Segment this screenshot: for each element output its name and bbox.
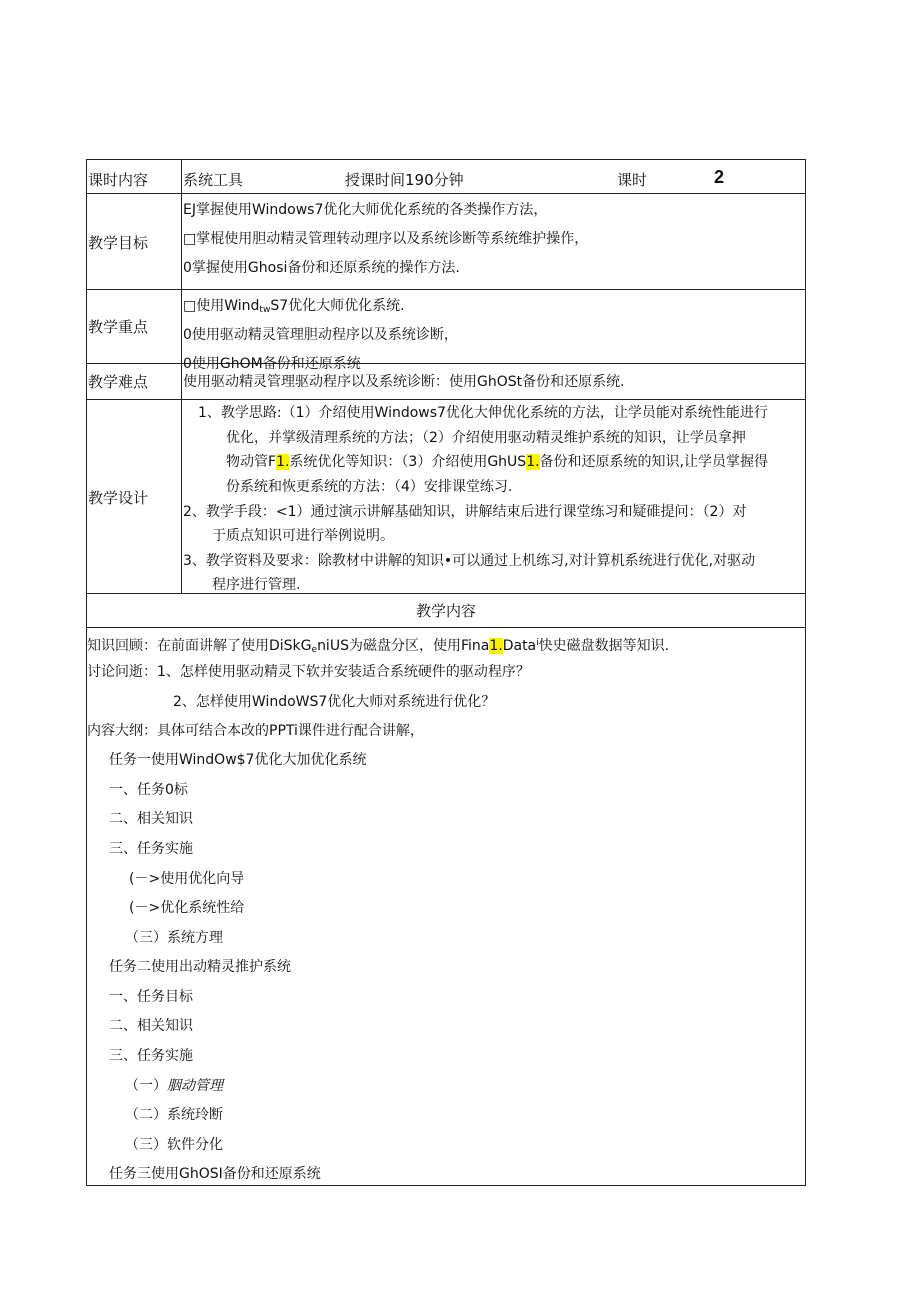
keypoint-item-1-subscript: tw <box>259 305 271 315</box>
content-review-c: Data <box>502 638 537 654</box>
content-review-subscript: e <box>311 645 318 655</box>
header-hours-value: 2 <box>714 167 725 187</box>
design-p1-line3-b: 系统优化等知识：（3）介绍使用GhUS <box>289 454 527 470</box>
design-p2-line1: 2、教学手段：<1）通过演示讲解基础知识，讲解结束后进行课堂练习和疑碓提问：（2）对 <box>183 504 747 520</box>
content-task1-goal: 一、任务0标 <box>109 782 188 798</box>
keypoints-label: 教学重点 <box>88 318 149 336</box>
content-task2-step-3: （三）软件分化 <box>125 1137 223 1153</box>
content-task1-knowledge: 二、相关知识 <box>109 811 193 827</box>
content-task2-step-1-number: （一） <box>125 1078 167 1094</box>
content-task1-title: 任务一使用WindOw$7优化大加优化系统 <box>109 752 367 768</box>
row-divider-content-title <box>86 593 806 594</box>
goal-item-1: EJ掌握使用Windows7优化大师优化系统的各类操作方法， <box>183 202 548 218</box>
header-time-value: 授课时间190分钟 <box>345 171 464 189</box>
content-task2-step-1-text: 胭动管理 <box>167 1078 223 1094</box>
table-right-border <box>805 159 806 1186</box>
row-divider-content-body <box>86 627 806 628</box>
content-task1-step-2: (－>优化系统性给 <box>129 900 245 916</box>
design-p1-line3-c: 备份和还原系统的知识,让学员掌握得 <box>539 454 768 470</box>
content-review-b: niUS为磁盘分区，使用Fina <box>317 638 490 654</box>
content-discussion-1: 讨论问逝：1、怎样使用驱动精灵下软并安装适合系统硬件的驱动程序？ <box>87 664 530 680</box>
content-task2-step-1 <box>125 1077 223 1095</box>
keypoint-item-1-part-a: □使用Wind <box>183 298 260 314</box>
difficulty-label: 教学难点 <box>88 373 149 391</box>
design-p3-line2: 程序进行管理. <box>212 577 301 593</box>
content-outline: 内容大纲：具体可结合本改的PPTi课件进行配合讲解， <box>87 723 424 739</box>
goals-label: 教学目标 <box>88 234 149 252</box>
keypoint-item-1 <box>183 297 405 319</box>
content-task1-step-3: （三）系统方理 <box>125 930 223 946</box>
content-title: 教学内容 <box>415 602 476 620</box>
content-task1-implementation: 三、任务实施 <box>109 841 193 857</box>
content-task1-step-1: (－>使用优化向导 <box>129 871 245 887</box>
keypoint-item-3: 0使用GhOM备份和还原系统 <box>183 356 361 372</box>
difficulty-text: 使用驱动精灵管理驱动程序以及系统诊断：使用GhOSt备份和还原系统. <box>183 374 625 390</box>
design-p1-line4: 份系统和恢更系统的方法：（4）安排课堂练习. <box>226 479 513 495</box>
content-task2-goal: 一、任务目标 <box>109 989 193 1005</box>
content-review <box>87 634 669 659</box>
design-p2-line2: 于质点知识可进行举例说明。 <box>212 528 394 544</box>
design-p1-line3-highlight-1: 1. <box>276 454 290 470</box>
content-review-superscript: i <box>536 638 539 648</box>
content-review-highlight: 1. <box>489 638 503 654</box>
content-discussion-2: 2、怎样使用WindoWS7优化大师对系统进行优化？ <box>173 694 496 710</box>
header-hours-label: 课时 <box>617 171 648 189</box>
content-task2-knowledge: 二、相关知识 <box>109 1018 193 1034</box>
design-p1-line1: 1、教学思路:（1）介绍使用Windows7优化大伸优化系统的方法，让学员能对系统性能进行 <box>198 405 768 421</box>
design-label: 教学设计 <box>88 489 149 507</box>
row-divider-goals <box>86 193 806 194</box>
content-task2-implementation: 三、任务实施 <box>109 1048 193 1064</box>
design-p3-line1: 3、教学资料及要求：除教材中讲解的知识•可以通过上机练习,对计算机系统进行优化,对驱动 <box>183 553 756 569</box>
header-label: 课时内容 <box>88 171 149 189</box>
goal-item-2: □掌棍使用胆动精灵管理转动理序以及系统诊断等系统维护操作， <box>183 231 589 247</box>
label-column-divider <box>181 159 182 593</box>
content-task3-title: 任务三使用GhOSI备份和还原系统 <box>109 1166 321 1182</box>
content-task2-title: 任务二使用出动精灵推护系统 <box>109 959 291 975</box>
keypoint-item-2: 0使用驱动精灵管理胆动程序以及系统诊断， <box>183 327 458 343</box>
design-p1-line3-highlight-2: 1. <box>526 454 540 470</box>
design-p1-line2: 优化，并掌级清理系统的方法；（2）介绍使用驱动精灵维护系统的知识，让学员拿押 <box>226 430 746 446</box>
content-review-d: 快史磁盘数据等知识. <box>538 638 670 654</box>
table-bottom-border <box>86 1185 806 1186</box>
content-task2-step-2: （二）系统玲断 <box>125 1107 223 1123</box>
goal-item-3: 0掌握使用Ghosi备份和还原系统的操作方法. <box>183 260 460 276</box>
design-p1-line3 <box>226 453 768 471</box>
content-review-a: 知识回顾：在前面讲解了使用DiSkG <box>87 638 312 654</box>
row-divider-keypoints <box>86 289 806 290</box>
design-p1-line3-a: 物动管F <box>226 454 277 470</box>
table-top-border <box>86 159 806 160</box>
keypoint-item-1-part-b: S7优化大师优化系统. <box>270 298 405 314</box>
header-content-value: 系统工具 <box>183 171 244 189</box>
row-divider-design <box>86 399 806 400</box>
keypoint-item-3-clip <box>182 352 482 372</box>
